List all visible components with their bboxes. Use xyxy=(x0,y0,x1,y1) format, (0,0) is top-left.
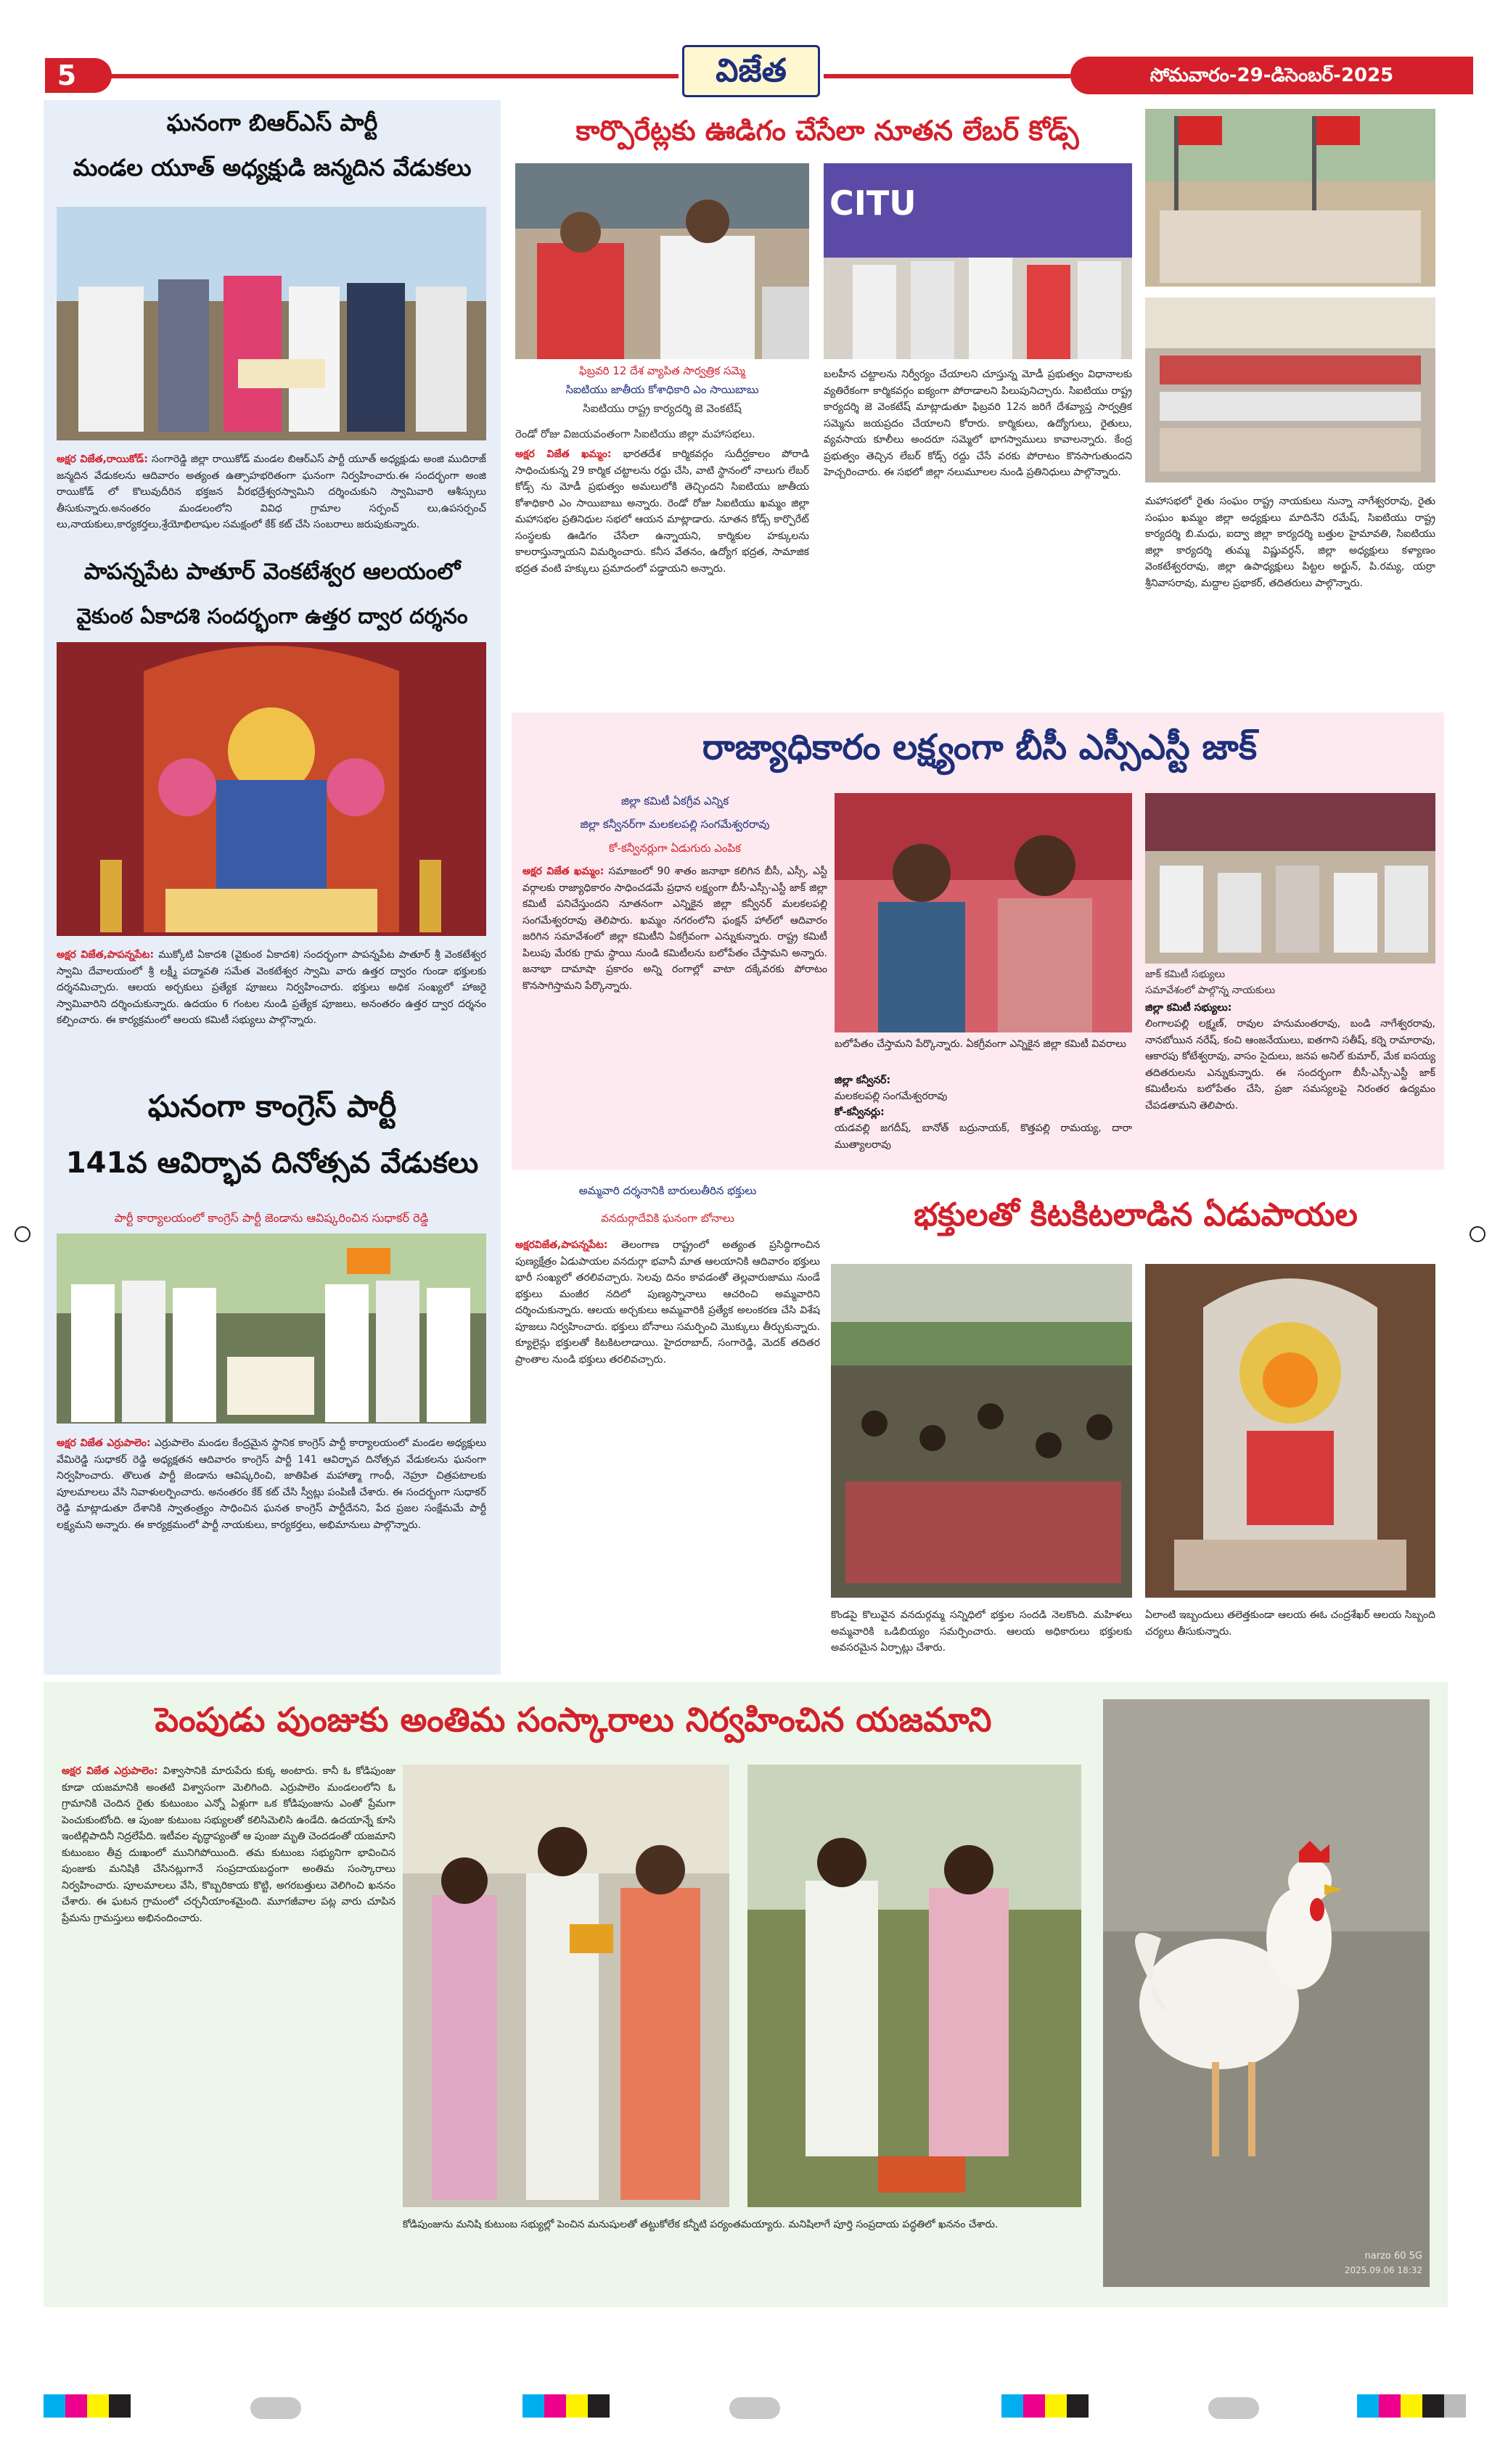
brs-birthday-headline-2: మండల యూత్ అధ్యక్షుడి జన్మదిన వేడుకలు xyxy=(73,154,472,181)
citu-banner: CITU xyxy=(829,184,917,223)
gray-pill-1 xyxy=(250,2397,301,2419)
edupayala-deity-art xyxy=(1145,1264,1435,1598)
bc-co-convener-label: కో-కన్వీనర్లు: xyxy=(835,1106,885,1118)
edupayala-headline: భక్తులతో కిటకిటలాడిన ఏడుపాయల xyxy=(914,1196,1358,1233)
labour-headline: కార్పొరేట్లకు ఊడిగం చేసేలా నూతన లేబర్ కోడ్స్ xyxy=(575,115,1079,147)
brs-birthday-dateline: అక్షర విజేత,రాయికోడ్: xyxy=(57,453,148,465)
labour-caption-3: సిఐటియు రాష్ట్ర కార్యదర్శి జె వెంకటేష్ xyxy=(583,402,742,415)
temple-body xyxy=(57,947,486,1077)
bc-convener-label: జిల్లా కన్వీనర్: xyxy=(835,1075,891,1086)
labour-rally-art-2 xyxy=(1145,297,1435,482)
brs-birthday-headline-1: ఘనంగా బిఆర్ఎస్ పార్టీ xyxy=(166,109,378,136)
bc-convener-name: మలకలపల్లి సంగమేశ్వరరావు xyxy=(835,1091,948,1102)
cmyk-bar-1 xyxy=(44,2394,152,2418)
labour-text-1: భారతదేశ కార్మికవర్గం సుదీర్ఘకాలం పోరాడి సాధించుకున్న 29 కార్మిక చట్టాలను రద్దు చేసి, వాటి స్థానంలో నాలుగు లేబర్ కోడ్స్ ను మోడీ ప్రభుత్వం అమలులోకి తెచ్చిందని సిఐటియు జాతీయ కోశాధికారి ఎం సాయిబాబు అన్నారు. రెండో రోజు సిఐటియు ఖమ్మం జిల్లా మహాసభల ప్రతినిధుల సభలో ఆయన మాట్లాడారు. నూతన కోడ్స్ కార్పొరేట్ సంస్థలకు ఊడిగం చేసేలా ఉన్నాయని, కార్మికుల హక్కులను కాలరాస్తున్నాయని విమర్శించారు. కనీస వేతనం, ఉద్యోగ భద్రత, సామాజిక భద్రత వంటి హక్కులు ప్రమాదంలో పడ్డాయని అన్నారు. xyxy=(515,448,809,575)
rooster-family-art-2 xyxy=(747,1765,1081,2207)
temple-headline-2: వైకుంఠ ఏకాదశి సందర్భంగా ఉత్తర ద్వార దర్శనం xyxy=(76,604,468,628)
labour-rally-photo-1 xyxy=(1145,109,1435,287)
bc-headline: రాజ్యాధికారం లక్ష్యంగా బీసీ ఎస్సీఎస్టీ జాక్ xyxy=(702,727,1258,768)
cmyk-bar-3 xyxy=(1001,2394,1110,2418)
edupayala-col3: ఏలాంటి ఇబ్బందులు తలెత్తకుండా ఆలయ ఈఓ చంద్రశేఖర్ ఆలయ సిబ్బంది చర్యలు తీసుకున్నారు. xyxy=(1145,1609,1435,1638)
bc-body xyxy=(522,863,827,1161)
labour-speaker-photo xyxy=(515,163,809,359)
rooster-dateline: అక్షర విజేత ఎర్రుపాలెం: xyxy=(62,1765,158,1777)
page-number: 5 xyxy=(57,59,77,91)
temple-headline-1: పాపన్నపేట పాతూర్ వెంకటేశ్వర ఆలయంలో xyxy=(83,559,461,585)
bc-meeting-photo-art xyxy=(1145,793,1435,964)
rooster-body xyxy=(62,1763,396,2293)
rooster-family-art-1 xyxy=(403,1765,729,2207)
rooster-text: విశ్వాసానికి మారుపేరు కుక్క అంటారు. కానీ ఓ కోడిపుంజు కూడా యజమానికి అంతటి విశ్వాసంగా మెలిగింది. ఎర్రుపాలెం మండలంలోని ఓ గ్రామానికి చెందిన రైతు కుటుంబం ఎన్నో ఏళ్లుగా ఒక కోడిపుంజును ఎంతో ప్రేమగా పెంచుకుంటోంది. ఆ పుంజు కుటుంబ సభ్యులతో కలిసిమెలిసి ఉండేది. ఉదయాన్నే కూసి ఇంటిల్లిపాదినీ నిద్రలేపేది. ఇటీవల వృద్ధాప్యంతో ఆ పుంజు మృతి చెందడంతో యజమాని కుటుంబం తీవ్ర దుఃఖంలో మునిగిపోయింది. తమ కుటుంబ సభ్యునిగా భావించిన పుంజుకు మనిషికి చేసినట్లుగానే సంప్రదాయబద్ధంగా అంతిమ సంస్కారాలు నిర్వహించారు. పూలమాలలు వేసి, కొబ్బరికాయ కొట్టి, అగరబత్తులు వెలిగించి ఖననం చేశారు. ఈ ఘటన గ్రామంలో చర్చనీయాంశమైంది. మూగజీవాల పట్ల వారు చూపిన ప్రేమను గ్రామస్తులు అభినందించారు. xyxy=(62,1765,396,1924)
labour-caption-1: ఫిబ్రవరి 12 దేశ వ్యాపిత సార్వత్రిక సమ్మె xyxy=(579,364,745,377)
bc-leaders-photo-art xyxy=(835,793,1132,1032)
congress-photo-art xyxy=(57,1233,486,1424)
bc-committee-text: లింగాలపల్లి లక్ష్మణ్, రావుల హనుమంతరావు, బండి నాగేశ్వరరావు, నానబోయిన నరేష్, కంచి ఆంజనేయులు, ఐతగాని సతీష్, కర్నె రామారావు, ఆకారపు కోటేశ్వరావు, వాసం సైదులు, జనప అనిల్ కుమార్, మేక ఐసయ్య తదితరులను ఎన్నుకున్నారు. ఈ సందర్భంగా బీసీ-ఎస్సీ-ఎస్టీ జాక్ కమిటీలను బలోపేతం చేసి, ప్రజా సమస్యలపై నిరంతర ఉద్యమం చేపడతామని తెలిపారు. xyxy=(1145,1018,1435,1112)
camera-watermark: narzo 60 5G xyxy=(1364,2251,1422,2262)
congress-photo-caption: పార్టీ కార్యాలయంలో కాంగ్రెస్ పార్టీ జెండాను ఆవిష్కరించిన సుధాకర్ రెడ్డి xyxy=(114,1211,429,1225)
edupayala-col2: కొండపై కొలువైన వనదుర్గమ్మ సన్నిధిలో భక్తుల సందడి నెలకొంది. మహిళలు అమ్మవారికి ఒడిబియ్యం సమర్పించారు. ఆలయ అధికారులు భక్తులకు అవసరమైన ఏర్పాట్లు చేశారు. xyxy=(831,1609,1132,1654)
bc-dateline: అక్షర విజేత ఖమ్మం: xyxy=(522,866,604,877)
masthead xyxy=(0,0,1500,102)
bc-co-convener-names: యడవల్లి జగదీష్, బానోత్ బద్రునాయక్, కొత్తపల్లి రామయ్య, దారా ముత్యాలరావు xyxy=(835,1122,1132,1151)
rooster-family-photo-2 xyxy=(747,1765,1081,2207)
rooster-art xyxy=(1103,1699,1430,2287)
logo-text: విజేత xyxy=(716,52,787,89)
camera-watermark-date: 2025.09.06 18:32 xyxy=(1344,2265,1422,2275)
edupayala-crowd-photo xyxy=(831,1264,1132,1598)
labour-dateline: అక్షర విజేత ఖమ్మం: xyxy=(515,448,612,460)
footer-registration-strip xyxy=(0,2387,1500,2438)
temple-text: ముక్కోటి ఏకాదశి (వైకుంఠ ఏకాదశి) సందర్భంగా పాపన్నపేట పాతూర్ శ్రీ వెంకటేశ్వర స్వామి దేవాలయంలో శ్రీ లక్ష్మీ పద్మావతి సమేత వెంకటేశ్వర స్వామి వారు ఉత్తర ద్వారం గుండా భక్తులకు దర్శనమిచ్చారు. ఆలయ అర్చకులు ప్రత్యేక పూజలు నిర్వహించారు. భక్తులు అధిక సంఖ్యలో హాజరై స్వామివారిని దర్శించుకున్నారు. ఉదయం 6 గంటల నుండి ప్రత్యేక పూజలు, అనంతరం ఉత్తర ద్వార దర్శనం కల్పించారు. ఈ కార్యక్రమంలో ఆలయ కమిటీ సభ్యులు పాల్గొన్నారు. xyxy=(57,949,486,1026)
edupayala-sub-1: అమ్మవారి దర్శనానికి బారులుతీరిన భక్తులు xyxy=(578,1184,757,1197)
brs-birthday-photo xyxy=(57,207,486,440)
bc-col2-text: బలోపేతం చేస్తామని పేర్కొన్నారు. ఏకగ్రీవంగా ఎన్నికైన జిల్లా కమిటీ వివరాలు xyxy=(835,1038,1127,1050)
rooster-photo xyxy=(1103,1699,1430,2287)
bc-sub-1: జిల్లా కమిటీ ఏకగ్రీవ ఎన్నిక xyxy=(620,794,729,808)
congress-photo xyxy=(57,1233,486,1424)
masthead-mid-rule xyxy=(824,74,1070,78)
bc-meeting-caption-2: సమావేశంలో పాల్గొన్న నాయకులు xyxy=(1145,985,1276,996)
congress-body xyxy=(57,1435,486,1667)
rooster-col2: కోడిపుంజును మనిషి కుటుంబ సభ్యుల్లో పెంచిన మనుషులతో తట్టుకోలేక కన్నీటి పర్యంతమయ్యారు. మనిషిలాగే పూర్తి సంప్రదాయ పద్ధతిలో ఖననం చేశారు. xyxy=(403,2219,999,2230)
cmyk-bar-2 xyxy=(522,2394,631,2418)
masthead-left-rule xyxy=(109,74,679,78)
edupayala-sub-2: వనదుర్గాదేవికి ఘనంగా బోనాలు xyxy=(601,1212,734,1225)
labour-body-col3: మహాసభలో రైతు సంఘం రాష్ట్ర నాయకులు నున్నా నాగేశ్వరరావు, రైతు సంఘం ఖమ్మం జిల్లా అధ్యక్షులు మాదినేని రమేష్, సిఐటియు రాష్ట్ర కార్యదర్శి బి.మధు, ఐద్వా జిల్లా కార్యదర్శి బత్తుల హైమావతి, సిఐటియు జిల్లా కార్యదర్శి తుమ్మ విష్ణువర్ధన్, జిల్లా అధ్యక్షులు కళ్యాణం వెంకటేశ్వరరావు, జిల్లా ఉపాధ్యక్షులు పిట్టల అర్జున్, పి.రమ్య, యర్రా శ్రీనివాసరావు, మద్దాల ప్రభాకర్, తదితరులు పాల్గొన్నారు. xyxy=(1145,496,1435,589)
edupayala-dateline: అక్షరవిజేత,పాపన్నపేట: xyxy=(515,1239,608,1251)
newspaper-logo xyxy=(682,45,820,97)
registration-mark-icon xyxy=(1470,1226,1485,1242)
labour-rally-art-1 xyxy=(1145,109,1435,287)
temple-deity-photo xyxy=(57,642,486,936)
gray-pill-2 xyxy=(729,2397,780,2419)
bc-meeting-caption-1: జాక్ కమిటీ సభ్యులు xyxy=(1145,969,1226,980)
labour-body-col2: బలహీన చట్టాలను నిర్వీర్యం చేయాలని చూస్తున్న మోడీ ప్రభుత్వం విధానాలకు వ్యతిరేకంగా కార్మికవర్గం ఐక్యంగా పోరాడాలని పిలుపునిచ్చారు. సిఐటియు రాష్ట్ర కార్యదర్శి జె వెంకటేష్ మాట్లాడుతూ ఫిబ్రవరి 12న జరిగే దేశవ్యాప్త సార్వత్రిక సమ్మెను జయప్రదం చేయాలని కోరారు. కార్మికులు, ఉద్యోగులు, రైతులు, వ్యవసాయ కూలీలు అందరూ సమ్మెలో భాగస్వాములు కావాలన్నారు. కేంద్ర ప్రభుత్వం తెచ్చిన లేబర్ కోడ్స్ రద్దు చేసే వరకు పోరాటం కొనసాగుతుందని హెచ్చరించారు. ఈ సభలో జిల్లా నలుమూలల నుండి ప్రతినిధులు పాల్గొన్నారు. xyxy=(824,369,1132,478)
labour-subhead: రెండో రోజు విజయవంతంగా సిఐటియు జిల్లా మహాసభలు. xyxy=(515,427,755,440)
registration-mark-icon xyxy=(15,1226,30,1242)
labour-body-col1 xyxy=(515,446,809,693)
edupayala-crowd-art xyxy=(831,1264,1132,1598)
temple-deity-photo-art xyxy=(57,642,486,936)
issue-date: సోమవారం-29-డిసెంబర్-2025 xyxy=(1149,65,1394,86)
temple-dateline: అక్షర విజేత,పాపన్నపేట: xyxy=(57,949,155,961)
brs-birthday-photo-art xyxy=(57,207,486,440)
labour-citu-stage-photo xyxy=(824,163,1132,359)
bc-sub-2: జిల్లా కన్వీనర్‌గా మలకలపల్లి సంగమేశ్వరరావు xyxy=(580,818,770,831)
congress-text: ఎర్రుపాలెం మండల కేంద్రమైన స్థానిక కాంగ్రెస్ పార్టీ కార్యాలయంలో మండల అధ్యక్షులు వేమిరెడ్డి సుధాకర్ రెడ్డి అధ్యక్షతన ఆదివారం కాంగ్రెస్ పార్టీ 141 ఆవిర్భావ దినోత్సవ వేడుకలను ఘనంగా నిర్వహించారు. తొలుత పార్టీ జెండాను ఆవిష్కరించి, జాతిపిత మహాత్మా గాంధీ, నెహ్రూ చిత్రపటాలకు పూలమాలలు వేసి నివాళులర్పించారు. అనంతరం కేక్ కట్ చేసి స్వీట్లు పంపిణీ చేశారు. ఈ సందర్భంగా సుధాకర్ రెడ్డి మాట్లాడుతూ దేశానికి స్వాతంత్ర్యం సాధించిన ఘనత కాంగ్రెస్ పార్టీదేనని, పేద ప్రజల సంక్షేమమే పార్టీ లక్ష్యమని అన్నారు. ఈ కార్యక్రమంలో పార్టీ నాయకులు, కార్యకర్తలు, అభిమానులు పాల్గొన్నారు. xyxy=(57,1437,486,1531)
labour-rally-photo-2 xyxy=(1145,297,1435,482)
congress-headline-2: 141వ ఆవిర్భావ దినోత్సవ వేడుకలు xyxy=(65,1146,479,1180)
congress-dateline: అక్షర విజేత ఎర్రుపాలెం: xyxy=(57,1437,151,1449)
congress-headline-1: ఘనంగా కాంగ్రెస్ పార్టీ xyxy=(147,1088,397,1124)
bc-text: సమాజంలో 90 శాతం జనాభా కలిగిన బీసీ, ఎస్సీ, ఎస్టీ వర్గాలకు రాజ్యాధికారం సాధించడమే ప్రధాన లక్ష్యంగా బీసీ-ఎస్సీ-ఎస్టీ జాక్ జిల్లా కమిటీ పనిచేస్తుందని నూతనంగా ఎన్నికైన జిల్లా కన్వీనర్ మలకలపల్లి సంగమేశ్వరరావు తెలిపారు. ఖమ్మం నగరంలోని ఫంక్షన్ హాల్‌లో ఆదివారం జరిగిన సమావేశంలో జిల్లా కమిటీని ఏకగ్రీవంగా ఎన్నుకున్నారు. రాష్ట్ర కమిటీ పిలుపు మేరకు గ్రామ స్థాయి నుండి కమిటీలను బలోపేతం చేస్తామని అన్నారు. జనాభా దామాషా ప్రకారం అన్ని రంగాల్లో వాటా దక్కేవరకు పోరాటం కొనసాగిస్తామని పేర్కొన్నారు. xyxy=(522,866,827,992)
brs-birthday-text: సంగారెడ్డి జిల్లా రాయికోడ్ మండల బిఆర్ఎస్ పార్టీ యూత్ అధ్యక్షుడు అంజి ముదిరాజ్ జన్మదిన వేడుకలను ఆదివారం అత్యంత ఉత్సాహభరితంగా ఘనంగా నిర్వహించారు.ఈ సందర్భంగా అంజి రాయికోడ్ లో కొలువుదీరిన భక్తజన వీరభద్రేశ్వరస్వామిని దర్శించుకుని స్వామివారి ఆశీస్సులు తీసుకున్నారు.అనంతరం మండలంలోని వివిధ గ్రామాల సర్పంచ్ లు,ఉపసర్పంచ్ లు,నాయకులు,కార్యకర్తలు,శ్రేయోభిలాషుల సమక్షంలో కేక్ కట్ చేసి సంబరాలు జరుపుకున్నారు. xyxy=(57,453,486,530)
date-tab xyxy=(1070,57,1473,94)
labour-speaker-photo-art xyxy=(515,163,809,359)
rooster-headline: పెంపుడు పుంజుకు అంతిమ సంస్కారాలు నిర్వహించిన యజమాని xyxy=(155,1700,992,1739)
bc-committee-heading: జిల్లా కమిటీ సభ్యులు: xyxy=(1145,1002,1232,1014)
rooster-family-photo-1 xyxy=(403,1765,729,2207)
brs-birthday-body xyxy=(57,451,486,549)
bc-sub-3: కో-కన్వీనర్లుగా ఏడుగురు ఎంపిక xyxy=(609,842,741,855)
gray-pill-3 xyxy=(1208,2397,1259,2419)
bc-leaders-photo xyxy=(835,793,1132,1032)
labour-caption-2: సిఐటియు జాతీయ కోశాధికారి ఎం సాయిబాబు xyxy=(565,383,759,396)
cmyk-bar-4 xyxy=(1357,2394,1466,2418)
edupayala-deity-photo xyxy=(1145,1264,1435,1598)
edupayala-text: తెలంగాణ రాష్ట్రంలో అత్యంత ప్రసిద్ధిగాంచిన పుణ్యక్షేత్రం ఏడుపాయల వనదుర్గా భవానీ మాత ఆలయానికి ఆదివారం భక్తులు భారీ సంఖ్యలో తరలివచ్చారు. సెలవు దినం కావడంతో తెల్లవారుజాము నుండే భక్తులు మంజీర నదిలో పుణ్యస్నానాలు ఆచరించి అమ్మవారిని దర్శించుకున్నారు. ఆలయ అర్చకులు అమ్మవారికి ప్రత్యేక అలంకరణ చేసి విశేష పూజలు నిర్వహించారు. భక్తులు బోనాలు సమర్పించి మొక్కులు తీర్చుకున్నారు. క్యూలైన్లు భక్తులతో కిటకిటలాడాయి. హైదరాబాద్, సంగారెడ్డి, మెదక్ తదితర ప్రాంతాల నుండి భక్తులు తరలివచ్చారు. xyxy=(515,1239,820,1366)
edupayala-body xyxy=(515,1237,820,1672)
bc-meeting-photo xyxy=(1145,793,1435,964)
